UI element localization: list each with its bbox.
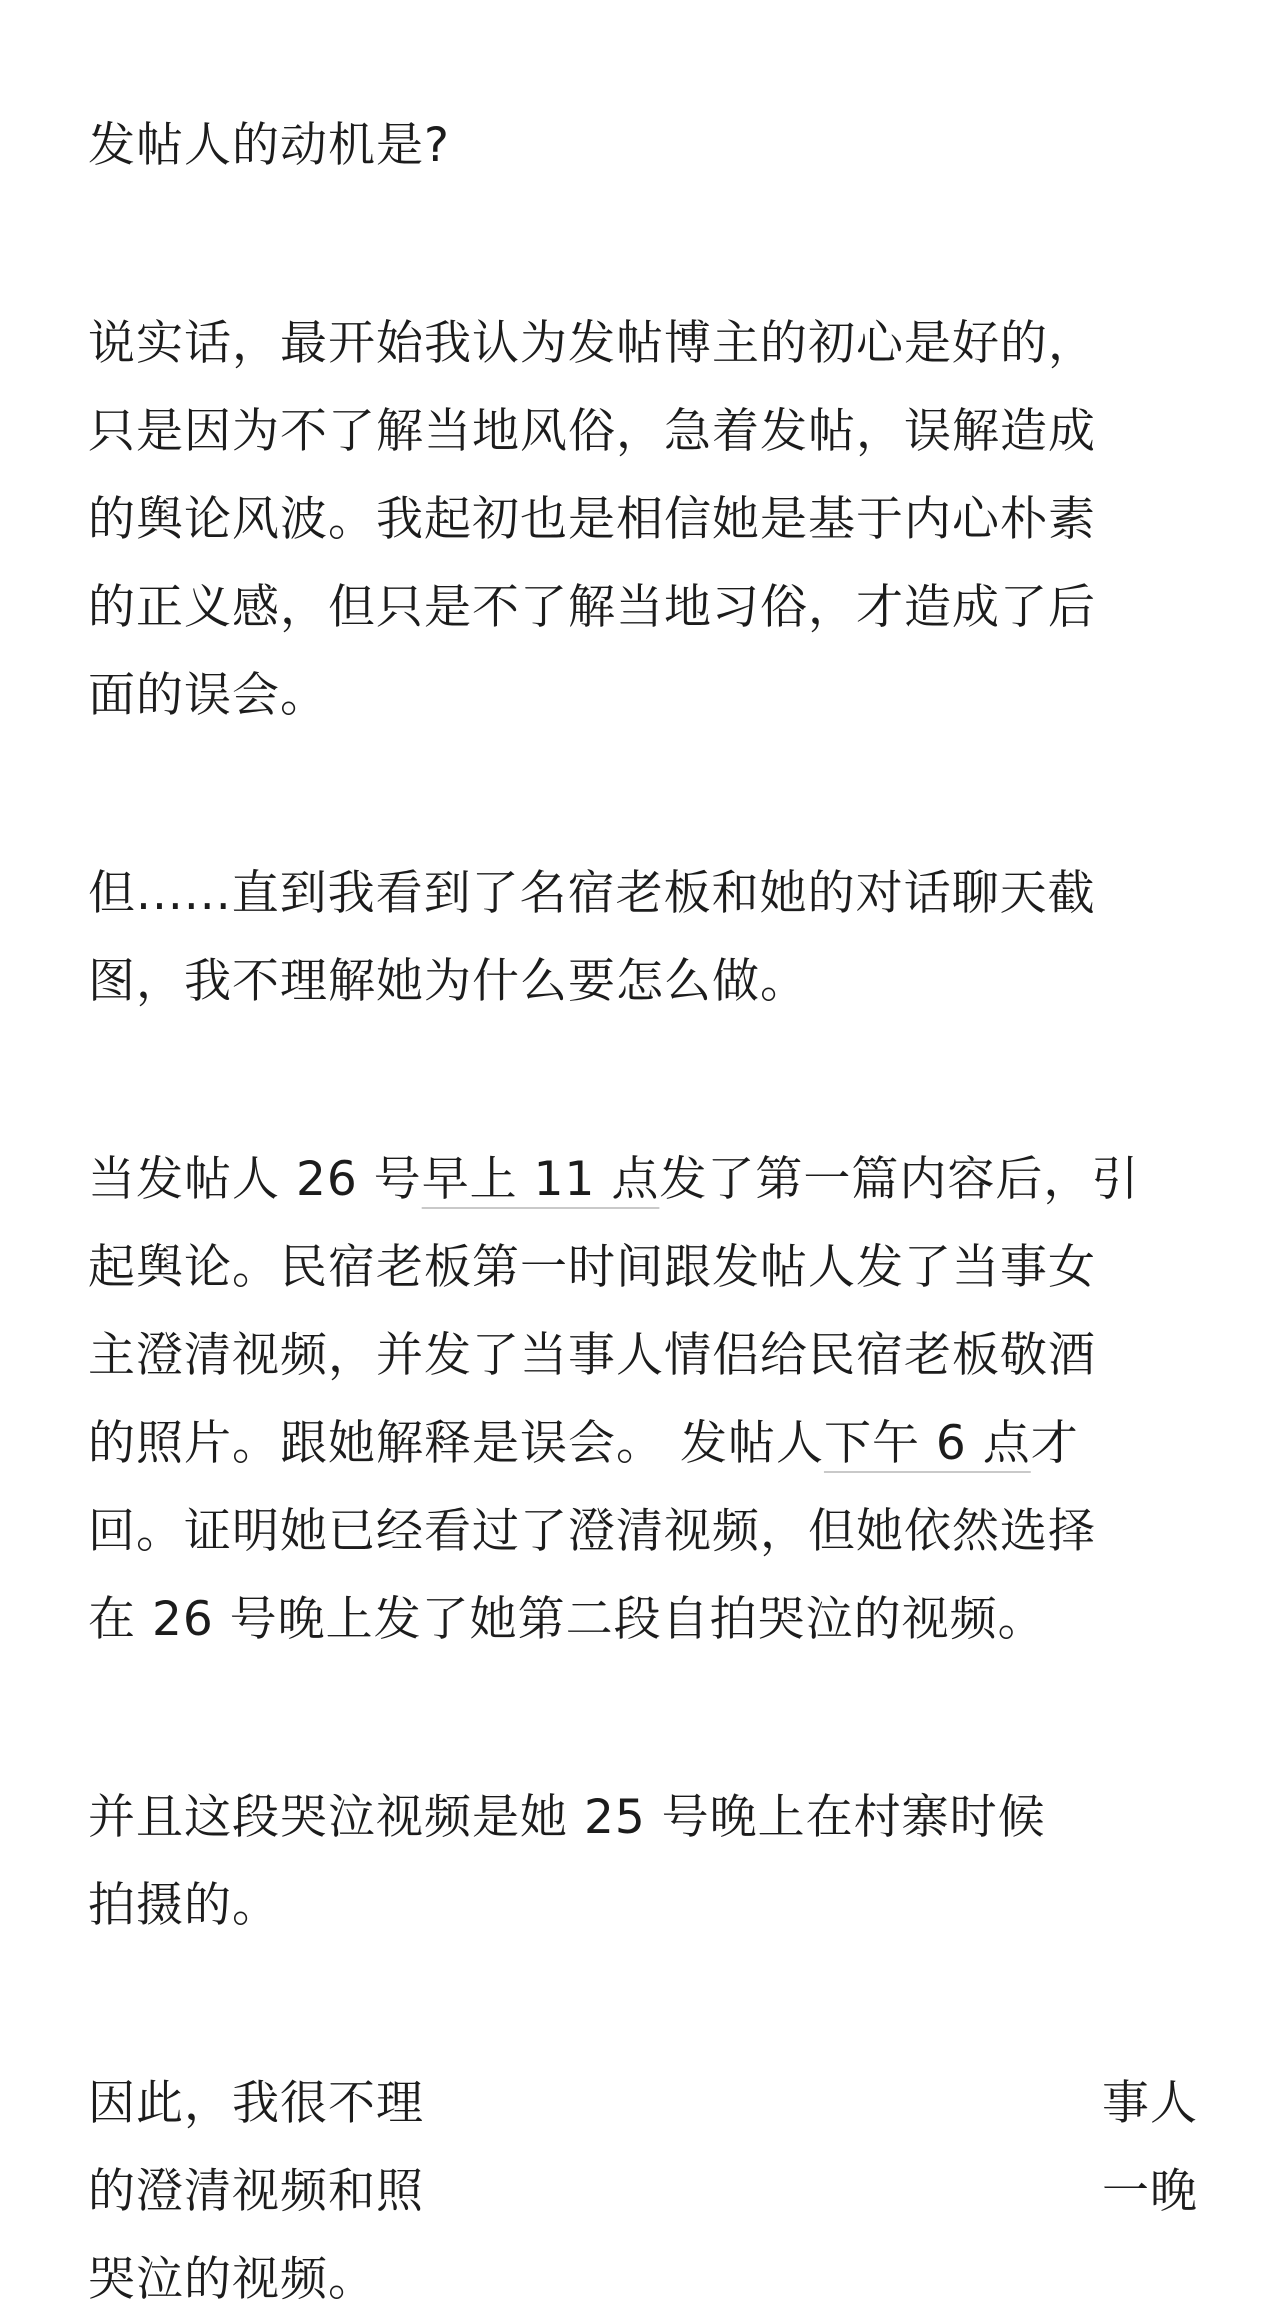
time-highlight-morning: 早上 11 点 <box>421 1152 660 1207</box>
time-highlight-afternoon: 下午 6 点 <box>823 1416 1031 1471</box>
text-segment-left: 的澄清视频和照 <box>88 2164 424 2219</box>
paragraph-timeline <box>88 1136 1198 1664</box>
text-segment: 的照片。跟她解释是误会。 发帖人 <box>88 1416 824 1471</box>
text-line <box>88 2060 1198 2148</box>
text-line: 但......直到我看到了名宿老板和她的对话聊天截 <box>88 866 1096 921</box>
text-line <box>88 2148 1198 2236</box>
text-segment: 发了第一篇内容后，引 <box>659 1152 1140 1207</box>
text-line <box>88 1400 1198 1488</box>
text-line <box>88 1136 1198 1224</box>
text-segment-right: 一晚 <box>1102 2164 1198 2219</box>
text-line: 说实话，最开始我认为发帖博主的初心是好的， <box>88 316 1096 371</box>
text-line: 发帖人的动机是? <box>88 118 450 173</box>
text-line: 图，我不理解她为什么要怎么做。 <box>88 954 808 1009</box>
text-segment-left: 因此，我很不理 <box>88 2076 424 2131</box>
text-line: 起舆论。民宿老板第一时间跟发帖人发了当事女 <box>88 1240 1096 1295</box>
text-segment-right: 事人 <box>1102 2076 1198 2131</box>
text-line: 拍摄的。 <box>88 1878 280 1933</box>
text-segment: 当发帖人 26 号 <box>88 1152 422 1207</box>
text-line: 回。证明她已经看过了澄清视频，但她依然选择 <box>88 1504 1096 1559</box>
paragraph-initial-view <box>88 300 1198 740</box>
paragraph-question <box>88 102 1198 190</box>
text-line: 在 26 号晚上发了她第二段自拍哭泣的视频。 <box>88 1592 1046 1647</box>
paragraph-conclusion <box>88 2060 1198 2324</box>
article-body <box>88 102 1198 2324</box>
text-line: 面的误会。 <box>88 668 328 723</box>
paragraph-video-origin <box>88 1774 1198 1950</box>
text-line: 的舆论风波。我起初也是相信她是基于内心朴素 <box>88 492 1096 547</box>
text-segment: 才 <box>1030 1416 1079 1471</box>
text-line: 并且这段哭泣视频是她 25 号晚上在村寨时候 <box>88 1790 1046 1845</box>
text-line: 主澄清视频，并发了当事人情侣给民宿老板敬酒 <box>88 1328 1096 1383</box>
paragraph-turn <box>88 850 1198 1026</box>
text-line: 只是因为不了解当地风俗，急着发帖，误解造成 <box>88 404 1096 459</box>
text-line: 的正义感，但只是不了解当地习俗，才造成了后 <box>88 580 1096 635</box>
text-line: 哭泣的视频。 <box>88 2252 376 2307</box>
